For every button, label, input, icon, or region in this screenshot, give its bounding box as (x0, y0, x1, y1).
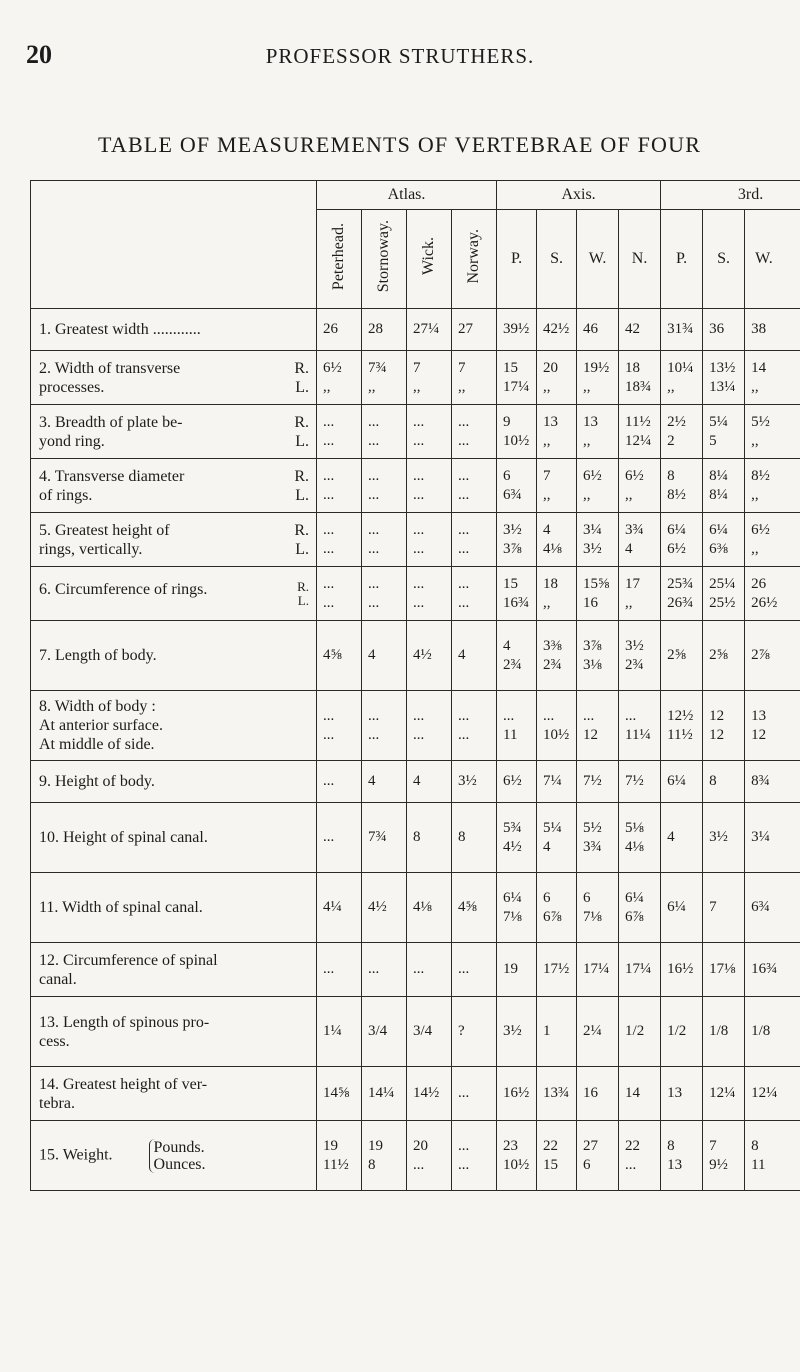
row-label-line (39, 1075, 313, 1094)
value-cell: 1/2 (661, 997, 703, 1067)
row-label-text: 15. Weight. (39, 1146, 113, 1164)
row-label-line (39, 951, 313, 970)
row-label-text: At anterior surface. (39, 717, 163, 734)
row-label (31, 459, 317, 513)
page-number: 20 (26, 40, 52, 69)
value-cell: ... ... (452, 513, 497, 567)
value-cell: 38 (745, 309, 800, 351)
value-cell: ... ... (362, 513, 407, 567)
value-cell: 27 (452, 309, 497, 351)
value-cell: 4⅝ (317, 621, 362, 691)
value-cell: 6½ ,, (745, 513, 800, 567)
row-label-line (39, 521, 313, 540)
value-cell: 4⅛ (407, 873, 452, 943)
value-cell: 13 ,, (577, 405, 619, 459)
row-label (31, 803, 317, 873)
value-cell: ... 11¼ (619, 691, 661, 761)
value-cell: 1 (537, 997, 577, 1067)
value-cell: 2⅞ (745, 621, 800, 691)
value-cell: 25¾ 26¾ (661, 567, 703, 621)
value-cell: 4 4⅛ (537, 513, 577, 567)
row-label-text: 8. Width of body : (39, 698, 156, 715)
value-cell: 3⅞ 3⅛ (577, 621, 619, 691)
value-cell: 42½ (537, 309, 577, 351)
row-label-text: 9. Height of body. (39, 773, 155, 790)
row-label-line (39, 378, 313, 397)
side-marker: R. (294, 413, 309, 431)
value-cell: 7½ (619, 761, 661, 803)
value-cell: 3/4 (407, 997, 452, 1067)
value-cell: 6¼ 6⅜ (703, 513, 745, 567)
value-cell: 6¼ (661, 873, 703, 943)
page-header (0, 40, 800, 70)
table-row (31, 691, 800, 761)
row-label-text: canal. (39, 970, 77, 988)
value-cell: ... ... (362, 405, 407, 459)
value-cell: 1¼ (317, 997, 362, 1067)
value-cell: ... ... (452, 567, 497, 621)
value-cell: 16 (577, 1067, 619, 1121)
value-cell: 7½ (577, 761, 619, 803)
value-cell: 16½ (497, 1067, 537, 1121)
value-cell: 16¾ (745, 943, 800, 997)
side-marker: R. (294, 467, 309, 485)
measurements-table (30, 180, 800, 1191)
row-label (31, 873, 317, 943)
value-cell: ... ... (407, 691, 452, 761)
value-cell: 31¾ (661, 309, 703, 351)
group-header-row (31, 181, 800, 210)
value-cell: 17¼ (619, 943, 661, 997)
value-cell: 2¼ (577, 997, 619, 1067)
row-label-text: of rings. (39, 486, 93, 504)
col-atlas-norway: Norway. (452, 210, 497, 309)
row-label-line (39, 413, 313, 432)
side-marker-l: L. (297, 592, 309, 608)
row-label-text: 12. Circumference of spinal (39, 951, 218, 969)
value-cell: 22 ... (619, 1121, 661, 1191)
row-label (31, 513, 317, 567)
value-cell: 42 (619, 309, 661, 351)
value-cell: 20 ... (407, 1121, 452, 1191)
value-cell: 3⅜ 2¾ (537, 621, 577, 691)
value-cell: ... ... (407, 513, 452, 567)
value-cell: 7 9½ (703, 1121, 745, 1191)
value-cell: 14¼ (362, 1067, 407, 1121)
group-axis: Axis. (497, 181, 661, 210)
value-cell: 25¼ 25½ (703, 567, 745, 621)
row-label-text: 10. Height of spinal canal. (39, 829, 208, 846)
value-cell: 39½ (497, 309, 537, 351)
value-cell: ... (452, 943, 497, 997)
value-cell: 6¼ 6⅞ (619, 873, 661, 943)
value-cell: 36 (703, 309, 745, 351)
value-cell: 6¼ (661, 761, 703, 803)
value-cell: 6½ (497, 761, 537, 803)
col-axis-n: N. (619, 210, 661, 309)
row-label-text: 6. Circumference of rings. (39, 580, 208, 598)
value-cell: 4 (407, 761, 452, 803)
value-cell: ... 11 (497, 691, 537, 761)
value-cell: 6½ ,, (619, 459, 661, 513)
side-marker: L. (295, 432, 309, 450)
value-cell: 17⅛ (703, 943, 745, 997)
value-cell: ... (452, 1067, 497, 1121)
side-marker: L. (295, 486, 309, 504)
side-marker: R. (294, 359, 309, 377)
value-cell: ... (317, 761, 362, 803)
table-row (31, 459, 800, 513)
table-row (31, 1067, 800, 1121)
value-cell: 1/2 (619, 997, 661, 1067)
row-label-line (39, 697, 313, 716)
value-cell: 17½ (537, 943, 577, 997)
table-row (31, 997, 800, 1067)
row-label-line (39, 1032, 313, 1051)
value-cell: ... ... (407, 459, 452, 513)
col-atlas-wick: Wick. (407, 210, 452, 309)
row-label (31, 405, 317, 459)
row-label-line (39, 432, 313, 451)
row-label-line (39, 1094, 313, 1113)
value-cell: 2½ 2 (661, 405, 703, 459)
value-cell: 4 (362, 621, 407, 691)
row-label-line (39, 580, 313, 608)
value-cell: ... (317, 803, 362, 873)
weight-unit: Pounds. (153, 1138, 205, 1156)
value-cell: 2⅝ (703, 621, 745, 691)
value-cell: ... ... (317, 567, 362, 621)
value-cell: 7¾ (362, 803, 407, 873)
value-cell: 8 8½ (661, 459, 703, 513)
row-label-line (39, 716, 313, 735)
row-label-line (39, 1013, 313, 1032)
value-cell: 8 (407, 803, 452, 873)
value-cell: ... ... (407, 405, 452, 459)
value-cell: ... 10½ (537, 691, 577, 761)
table-row (31, 943, 800, 997)
table-row-weight (31, 1121, 800, 1191)
value-cell: ... ... (317, 459, 362, 513)
value-cell: 6½ ,, (577, 459, 619, 513)
table-row (31, 621, 800, 691)
row-label-line (39, 735, 313, 754)
table-row (31, 873, 800, 943)
row-label-line (39, 772, 313, 791)
value-cell: 4½ (407, 621, 452, 691)
value-cell: 26 (317, 309, 362, 351)
table-row (31, 309, 800, 351)
row-label-text: processes. (39, 378, 105, 396)
value-cell: 5⅛ 4⅛ (619, 803, 661, 873)
value-cell: 7 ,, (452, 351, 497, 405)
measurements-body (31, 309, 800, 1191)
value-cell: ... (362, 943, 407, 997)
row-label-line (39, 646, 313, 665)
value-cell: 1/8 (703, 997, 745, 1067)
value-cell: ... ... (452, 691, 497, 761)
col-third-p: P. (661, 210, 703, 309)
value-cell: 6¼ 7⅛ (497, 873, 537, 943)
value-cell: 4 (362, 761, 407, 803)
value-cell: 18 18¾ (619, 351, 661, 405)
value-cell: 23 10½ (497, 1121, 537, 1191)
value-cell: 14⅝ (317, 1067, 362, 1121)
running-title: PROFESSOR STRUTHERS. (265, 44, 535, 68)
row-label-text: tebra. (39, 1094, 75, 1112)
row-label-text: 3. Breadth of plate be- (39, 413, 183, 431)
weight-units (149, 1139, 206, 1173)
value-cell: 4⅝ (452, 873, 497, 943)
value-cell: ... ... (452, 405, 497, 459)
row-label-line (39, 540, 313, 559)
value-cell: 7 ,, (407, 351, 452, 405)
value-cell: 13 ,, (537, 405, 577, 459)
value-cell: 4 (661, 803, 703, 873)
value-cell: 4½ (362, 873, 407, 943)
row-label (31, 1121, 317, 1191)
side-marker (297, 580, 309, 608)
row-label-text: cess. (39, 1032, 70, 1050)
row-label (31, 761, 317, 803)
value-cell: 9 10½ (497, 405, 537, 459)
row-label-text: rings, vertically. (39, 540, 143, 558)
value-cell: 3½ 3⅞ (497, 513, 537, 567)
row-label (31, 691, 317, 761)
row-label (31, 567, 317, 621)
value-cell: 15 17¼ (497, 351, 537, 405)
value-cell: 6 6⅞ (537, 873, 577, 943)
value-cell: 5½ ,, (745, 405, 800, 459)
row-label-text: At middle of side. (39, 736, 155, 753)
value-cell: 8 (703, 761, 745, 803)
value-cell: 13 (661, 1067, 703, 1121)
value-cell: 6½ ,, (317, 351, 362, 405)
col-third-w: W. (745, 210, 800, 309)
value-cell: 27 6 (577, 1121, 619, 1191)
value-cell: 3½ (703, 803, 745, 873)
value-cell: 5½ 3¾ (577, 803, 619, 873)
value-cell: 12 12 (703, 691, 745, 761)
group-atlas: Atlas. (317, 181, 497, 210)
value-cell: 12¼ (703, 1067, 745, 1121)
value-cell: ... (317, 943, 362, 997)
value-cell: 46 (577, 309, 619, 351)
row-label (31, 309, 317, 351)
row-label (31, 943, 317, 997)
value-cell: ... ... (317, 513, 362, 567)
value-cell: 5¼ 4 (537, 803, 577, 873)
row-label-text: 5. Greatest height of (39, 521, 170, 539)
value-cell: 20 ,, (537, 351, 577, 405)
row-label-text: 13. Length of spinous pro- (39, 1013, 210, 1031)
value-cell: 6¾ (745, 873, 800, 943)
side-marker: R. (294, 521, 309, 539)
value-cell: 1/8 (745, 997, 800, 1067)
row-label (31, 621, 317, 691)
value-cell: 7 ,, (537, 459, 577, 513)
value-cell: 27¼ (407, 309, 452, 351)
table-row (31, 405, 800, 459)
row-label-line (39, 828, 313, 847)
value-cell: 8¾ (745, 761, 800, 803)
value-cell: ... ... (407, 567, 452, 621)
value-cell: 8¼ 8¼ (703, 459, 745, 513)
value-cell: ... (407, 943, 452, 997)
value-cell: 12¼ (745, 1067, 800, 1121)
table-row (31, 513, 800, 567)
value-cell: 8 11 (745, 1121, 800, 1191)
corner-cell (31, 181, 317, 309)
value-cell: 10¼ ,, (661, 351, 703, 405)
value-cell: 19 (497, 943, 537, 997)
value-cell: 17 ,, (619, 567, 661, 621)
value-cell: 5¾ 4½ (497, 803, 537, 873)
value-cell: 19 11½ (317, 1121, 362, 1191)
col-axis-s: S. (537, 210, 577, 309)
value-cell: 4 2¾ (497, 621, 537, 691)
table-title: TABLE OF MEASUREMENTS OF VERTEBRAE OF FOUR (98, 132, 702, 157)
value-cell: 5¼ 5 (703, 405, 745, 459)
value-cell: 15 16¾ (497, 567, 537, 621)
value-cell: 14 (619, 1067, 661, 1121)
value-cell: 28 (362, 309, 407, 351)
row-label-text: 14. Greatest height of ver- (39, 1075, 208, 1093)
row-label-line (39, 486, 313, 505)
row-label-line (39, 898, 313, 917)
row-label-line (39, 970, 313, 989)
value-cell: 3¾ 4 (619, 513, 661, 567)
col-axis-p: P. (497, 210, 537, 309)
value-cell: 3½ (497, 997, 537, 1067)
value-cell: 14½ (407, 1067, 452, 1121)
value-cell: 15⅝ 16 (577, 567, 619, 621)
value-cell: 3/4 (362, 997, 407, 1067)
col-third-s: S. (703, 210, 745, 309)
value-cell: ? (452, 997, 497, 1067)
value-cell: 3½ 2¾ (619, 621, 661, 691)
value-cell: 11½ 12¼ (619, 405, 661, 459)
row-label (31, 1067, 317, 1121)
value-cell: 3¼ 3½ (577, 513, 619, 567)
value-cell: 7 (703, 873, 745, 943)
col-atlas-peterhead: Peterhead. (317, 210, 362, 309)
row-label-text: yond ring. (39, 432, 105, 450)
value-cell: 6¼ 6½ (661, 513, 703, 567)
row-label (31, 997, 317, 1067)
value-cell: 4¼ (317, 873, 362, 943)
weight-unit: Ounces. (153, 1155, 206, 1173)
value-cell: 3½ (452, 761, 497, 803)
value-cell: 18 ,, (537, 567, 577, 621)
table-row (31, 761, 800, 803)
side-marker-r: R. (297, 578, 309, 594)
value-cell: ... ... (362, 567, 407, 621)
value-cell: 8½ ,, (745, 459, 800, 513)
value-cell: 12½ 11½ (661, 691, 703, 761)
value-cell: ... ... (317, 691, 362, 761)
value-cell: 22 15 (537, 1121, 577, 1191)
value-cell: ... ... (452, 459, 497, 513)
value-cell: 16½ (661, 943, 703, 997)
side-marker: L. (295, 378, 309, 396)
row-label-line (39, 467, 313, 486)
value-cell: 13 12 (745, 691, 800, 761)
value-cell: 14 ,, (745, 351, 800, 405)
value-cell: 7¾ ,, (362, 351, 407, 405)
value-cell: 2⅝ (661, 621, 703, 691)
col-axis-w: W. (577, 210, 619, 309)
row-label-line (39, 359, 313, 378)
value-cell: 17¼ (577, 943, 619, 997)
row-label (31, 351, 317, 405)
row-label-line (39, 320, 313, 339)
value-cell: 7¼ (537, 761, 577, 803)
row-label-text: 2. Width of transverse (39, 359, 181, 377)
value-cell: 19½ ,, (577, 351, 619, 405)
row-label-text: 7. Length of body. (39, 647, 157, 664)
value-cell: 6 6¾ (497, 459, 537, 513)
value-cell: 4 (452, 621, 497, 691)
value-cell: ... ... (362, 691, 407, 761)
row-label-text: 4. Transverse diameter (39, 467, 185, 485)
row-label-text: 11. Width of spinal canal. (39, 899, 203, 916)
value-cell: 8 13 (661, 1121, 703, 1191)
value-cell: ... ... (452, 1121, 497, 1191)
value-cell: 6 7⅛ (577, 873, 619, 943)
value-cell: ... 12 (577, 691, 619, 761)
measurements-table-wrapper (30, 180, 800, 1191)
table-row (31, 567, 800, 621)
row-label-text: 1. Greatest width ............ (39, 321, 201, 338)
value-cell: 13½ 13¼ (703, 351, 745, 405)
value-cell: 8 (452, 803, 497, 873)
value-cell: 19 8 (362, 1121, 407, 1191)
table-row (31, 803, 800, 873)
value-cell: ... ... (317, 405, 362, 459)
table-row (31, 351, 800, 405)
value-cell: 13¾ (537, 1067, 577, 1121)
value-cell: 3¼ (745, 803, 800, 873)
value-cell: 26 26½ (745, 567, 800, 621)
group-third: 3rd. (661, 181, 800, 210)
side-marker: L. (295, 540, 309, 558)
col-atlas-stornoway: Stornoway. (362, 210, 407, 309)
value-cell: ... ... (362, 459, 407, 513)
